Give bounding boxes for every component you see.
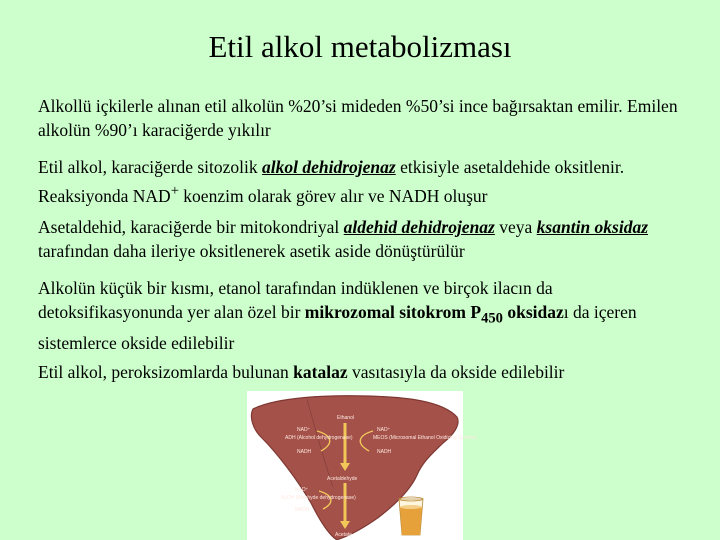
enzyme-name: oksidaz (502, 302, 564, 322)
glass-icon (399, 497, 423, 535)
label-nad-left: NAD⁺ (297, 427, 311, 433)
paragraph-text: Etil alkol, karaciğerde sitozolik (38, 157, 263, 177)
paragraph-text: Alkolün küçük bir kısmı, etanol tarafından indüklenen ve birçok ilacın da detoksifikasyonunda yer alan özel bir (38, 278, 553, 322)
label-nadh-left: NADH (297, 449, 312, 455)
paragraph-catalase (38, 360, 698, 384)
label-meos: MEOS (Microsomal Ethanol Oxidizing System) (373, 435, 477, 441)
liver-illustration (247, 391, 477, 540)
label-adh: ADH (Alcohol dehydrogenase) (285, 435, 353, 441)
paragraph-text: tarafından daha ileriye oksitlenerek asetik aside dönüştürülür (38, 241, 465, 261)
paragraph-text: koenzim olarak görev alır ve NADH oluşur (178, 185, 488, 206)
enzyme-name: katalaz (293, 362, 348, 382)
liver-shape (251, 396, 458, 540)
label-aldh: ALDH (Aldehyde dehydrogenase) (281, 495, 356, 501)
paragraph-text: Asetaldehid, karaciğerde bir mitokondriyal (38, 217, 344, 237)
label-ethanol: Ethanol (337, 415, 354, 421)
paragraph-alcohol-dehydrogenase (38, 155, 698, 208)
label-nadh-right: NADH (377, 449, 392, 455)
paragraph-text: vasıtasıyla da okside edilebilir (347, 362, 565, 382)
label-nad-right: NAD⁺ (377, 427, 391, 433)
paragraph-absorption (38, 94, 698, 142)
enzyme-name: alkol dehidrojenaz (262, 157, 396, 177)
label-acetaldehyde: Acetaldehyde (327, 476, 358, 482)
enzyme-name: aldehid dehidrojenaz (343, 217, 495, 237)
enzyme-name: ksantin oksidaz (536, 217, 649, 237)
label-acetate: Acetate (335, 532, 352, 538)
enzyme-name: mikrozomal sitokrom P (304, 302, 482, 322)
subscript: 450 (481, 310, 503, 327)
superscript: + (170, 183, 179, 199)
label-nadh-bottom: NADH (295, 507, 310, 513)
paragraph-microsomal (38, 276, 698, 355)
paragraph-acetaldehyde (38, 215, 698, 263)
paragraph-text: Etil alkol, peroksizomlarda bulunan (38, 362, 294, 382)
paragraph-text: veya (494, 217, 537, 237)
label-nad-bottom: NAD⁺ (295, 487, 309, 493)
paragraph-text: ı da içeren sistemlerce okside edilebilir (38, 302, 637, 353)
page-title: Etil alkol metabolizması (208, 29, 512, 64)
liver-metabolism-figure (247, 391, 477, 540)
paragraph-text: etkisiyle asetaldehide oksitlenir. Reaksiyonda NAD (38, 157, 625, 206)
paragraph-text: Alkollü içkilerle alınan etil alkolün %20’si mideden %50’si ince bağırsaktan emilir. Emilen alkolün %90’ı karaciğerde yıkılır (38, 96, 678, 140)
